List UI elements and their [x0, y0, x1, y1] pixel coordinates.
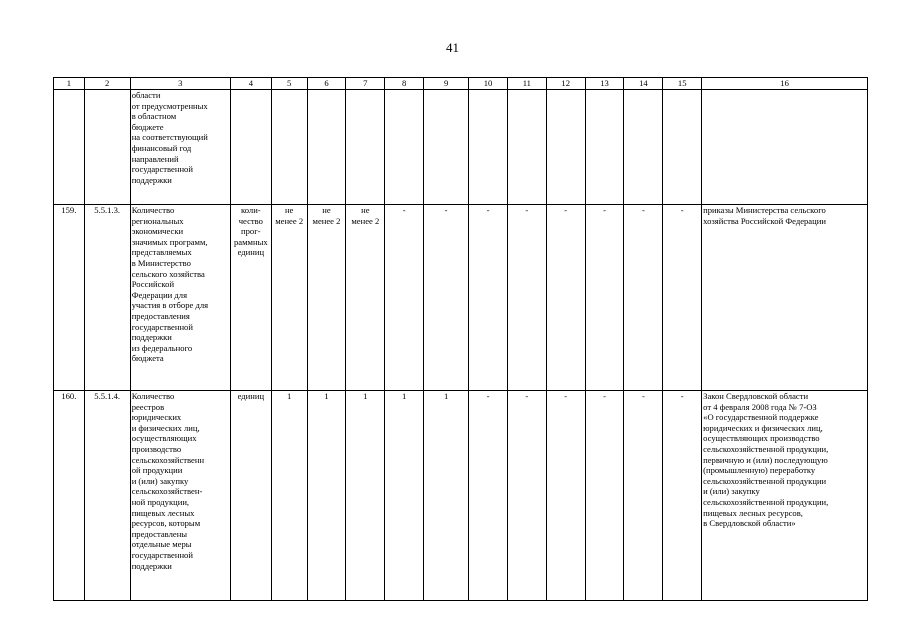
value-cell — [385, 90, 424, 205]
source-document: Закон Свердловской области от 4 февраля 2008 года № 7-ОЗ «О государственной поддержке юридических и физических лиц, осуществляющих производство сельскохозяйственной продукции, первичную и (или) последующую (промышленную) переработку сельскохозяйственной продукции и (или) закупку сельскохозяйственной продукции, пищевых лесных ресурсов, в Свердловской области» — [702, 391, 868, 601]
source-document: приказы Министерства сельского хозяйства Российской Федерации — [702, 205, 868, 391]
value-cell — [424, 90, 469, 205]
indicators-table — [53, 77, 868, 601]
indicator-name: Количество реестров юридических и физических лиц, осуществляющих производство сельскохозяйственн ой продукции и (или) закупку сельскохозяйствен- ной продукции, пищевых лесных ресурсов, которым предоставлены отдельные меры государственной поддержки — [130, 391, 230, 601]
col-header: 11 — [507, 78, 546, 90]
value-cell: - — [663, 205, 702, 391]
value-cell: - — [507, 391, 546, 601]
value-cell: 1 — [385, 391, 424, 601]
value-cell: 1 — [346, 391, 385, 601]
col-header: 3 — [130, 78, 230, 90]
col-header: 10 — [469, 78, 508, 90]
value-cell: - — [624, 391, 663, 601]
value-cell: - — [507, 205, 546, 391]
unit — [230, 90, 271, 205]
value-cell: 1 — [271, 391, 307, 601]
value-cell: 1 — [307, 391, 346, 601]
col-header: 6 — [307, 78, 346, 90]
col-header: 15 — [663, 78, 702, 90]
value-cell: - — [469, 391, 508, 601]
value-cell: не менее 2 — [271, 205, 307, 391]
value-cell: - — [424, 205, 469, 391]
col-header: 1 — [54, 78, 85, 90]
value-cell: не менее 2 — [346, 205, 385, 391]
indicator-name: Количество региональных экономически значимых программ, представляемых в Министерство сельского хозяйства Российской Федерации для участия в отборе для предоставления государственной поддержки из федерального бюджета — [130, 205, 230, 391]
value-cell — [663, 90, 702, 205]
table-row — [54, 90, 868, 205]
page-number: 41 — [446, 40, 459, 55]
unit: единиц — [230, 391, 271, 601]
col-header: 13 — [585, 78, 624, 90]
col-header: 12 — [546, 78, 585, 90]
table-row — [54, 391, 868, 601]
value-cell: 1 — [424, 391, 469, 601]
col-header: 7 — [346, 78, 385, 90]
value-cell: - — [585, 391, 624, 601]
value-cell: - — [663, 391, 702, 601]
value-cell — [307, 90, 346, 205]
value-cell: - — [624, 205, 663, 391]
unit: коли- чество прог- раммных единиц — [230, 205, 271, 391]
value-cell: - — [546, 205, 585, 391]
value-cell: - — [385, 205, 424, 391]
value-cell — [271, 90, 307, 205]
col-header: 8 — [385, 78, 424, 90]
indicator-name: области от предусмотренных в областном бюджете на соответствующий финансовый год направлений государственной поддержки — [130, 90, 230, 205]
row-number: 159. — [54, 205, 85, 391]
value-cell: - — [469, 205, 508, 391]
row-number: 160. — [54, 391, 85, 601]
col-header: 9 — [424, 78, 469, 90]
value-cell: не менее 2 — [307, 205, 346, 391]
table-row — [54, 205, 868, 391]
column-number-row — [54, 78, 868, 90]
value-cell — [346, 90, 385, 205]
value-cell: - — [585, 205, 624, 391]
indicator-code — [84, 90, 130, 205]
col-header: 16 — [702, 78, 868, 90]
value-cell — [546, 90, 585, 205]
col-header: 4 — [230, 78, 271, 90]
source-document — [702, 90, 868, 205]
indicator-code: 5.5.1.3. — [84, 205, 130, 391]
row-number — [54, 90, 85, 205]
value-cell — [507, 90, 546, 205]
col-header: 5 — [271, 78, 307, 90]
col-header: 14 — [624, 78, 663, 90]
value-cell — [624, 90, 663, 205]
value-cell — [585, 90, 624, 205]
indicator-code: 5.5.1.4. — [84, 391, 130, 601]
value-cell — [469, 90, 508, 205]
col-header: 2 — [84, 78, 130, 90]
value-cell: - — [546, 391, 585, 601]
